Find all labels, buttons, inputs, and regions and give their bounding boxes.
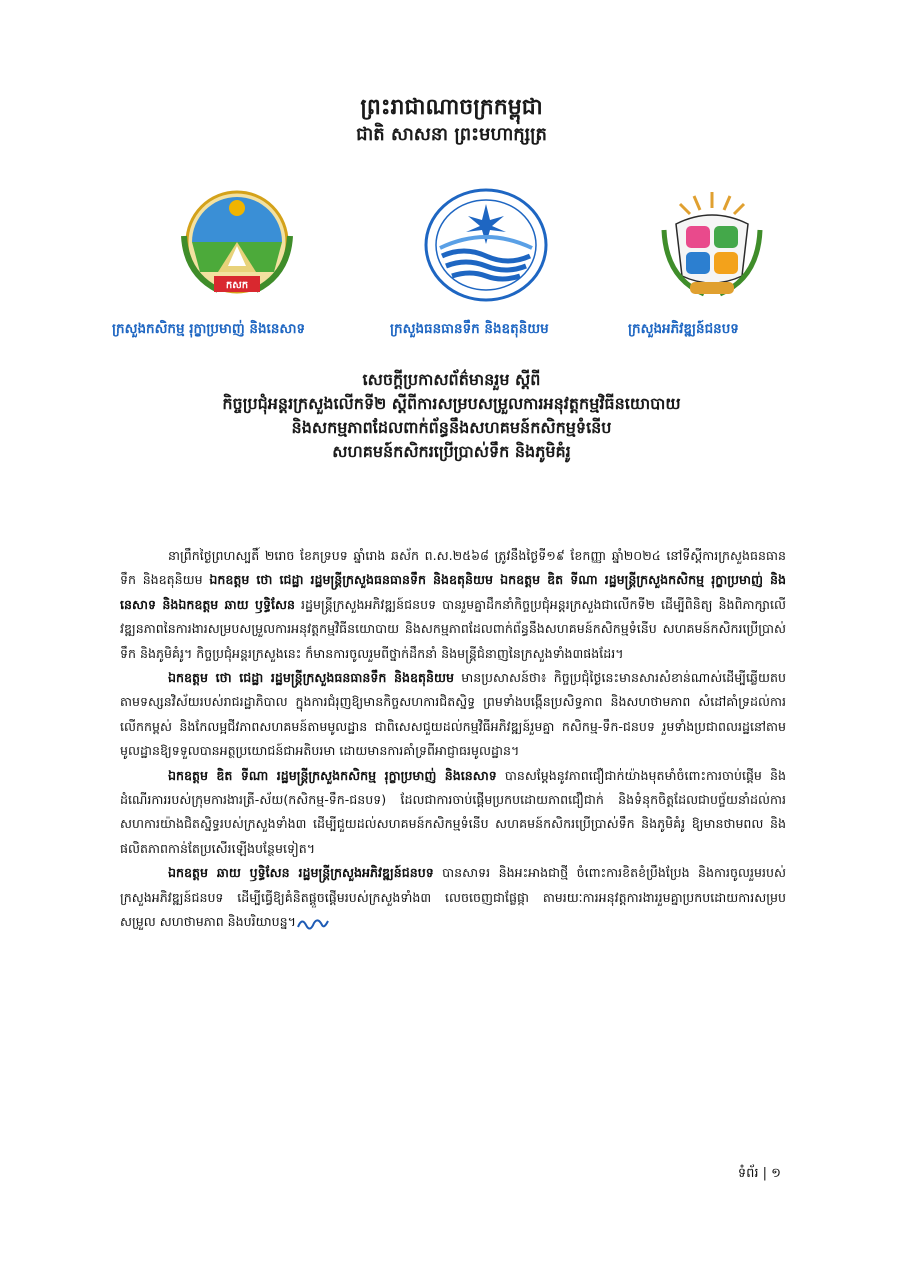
title-line-4: សហគមន៍កសិករប្រើប្រាស់ទឹក និងភូមិគំរូ <box>332 442 571 461</box>
logo-row <box>0 186 903 306</box>
p1-intro: នាព្រឹកថ្ងៃព្រហស្បតិ៍ ២រោច ខែភទ្របទ ឆ្នាំរោង ឆស័ក ព.ស.២៥៦៨ ត្រូវនឹងថ្ងៃទី១៩ ខែកញ្ញា ឆ្នាំ២០២៤ នៅទីស្តីការក្រសួងធនធានទឹក និងឧតុនិយម <box>120 548 786 588</box>
p1-body: រដ្ឋមន្រ្តីក្រសួងអភិវឌ្ឍន៍ជនបទ បានរួមគ្នាដឹកនាំកិច្ចប្រជុំអន្តរក្រសួងជាលើកទី២ ដើម្បីពិនិត្យ និងពិភាក្សាលើវឌ្ឍនភាពនៃការងារសម្របសម្រួលការអនុវត្តកម្មវិធីនយោបាយ និងសកម្មភាពដែលពាក់ព័ន្ធនឹងសហគមន៍កសិកម្មទំនើប សហគមន៍កសិករប្រើប្រាស់ទឹក និងភូមិគំរូ។ កិច្ចប្រជុំអន្តរក្រសួងនេះ ក៏មានការចូលរួមពីថ្នាក់ដឹកនាំ និងមន្ត្រីជំនាញនៃក្រសួងទាំង៣ផងដែរ។ <box>120 596 786 661</box>
title-line-1: សេចក្តីប្រកាសព័ត៌មានរួម ស្តីពី <box>362 370 541 389</box>
p4-body: បានសាទរ និងអះអាងជាថ្មី ចំពោះការខិតខំប្រឹងប្រែង និងការចូលរួមរបស់ក្រសួងអភិវឌ្ឍន៍ជនបទ ដើម្បីធ្វើឱ្យគំនិតផ្តួចផ្តើមរបស់ក្រសួងទាំង៣ លេចចេញជាផ្លែផ្កា តាមរយៈការអនុវត្តការងាររួមគ្នាប្រកបដោយការសម្របសម្រួល សហថាមភាព និងបរិយាបន្ន។ <box>120 865 786 930</box>
press-release-body <box>120 544 786 935</box>
ministry-names <box>0 318 903 342</box>
kingdom-title: ព្រះរាជាណាចក្រកម្ពុជា <box>360 94 543 120</box>
ministry-water-resources-name: ក្រសួងធនធានទឹក និងឧតុនិយម <box>390 321 549 337</box>
title-line-2: កិច្ចប្រជុំអន្តរក្រសួងលើកទី២ ស្តីពីការសម្របសម្រួលការអនុវត្តកម្មវិធីនយោបាយ <box>222 394 681 413</box>
p4-speaker: ឯកឧត្តម ឆាយ ឫទ្ធិសែន រដ្ឋមន្រ្តីក្រសួងអភិវឌ្ឍន៍ជនបទ <box>168 865 434 881</box>
ministry-water-resources-seal-icon <box>420 186 552 304</box>
ministry-rural-development-name: ក្រសួងអភិវឌ្ឍន៍ជនបទ <box>628 321 739 337</box>
paragraph-1 <box>120 544 786 666</box>
p3-speaker: ឯកឧត្តម ឌិត ទីណា រដ្ឋមន្រ្តីក្រសួងកសិកម្ម រុក្ខាប្រមាញ់ និងនេសាទ <box>168 767 497 783</box>
ministry-agriculture-seal-icon <box>178 186 296 304</box>
page-number: ទំព័រ | ១ <box>737 1166 781 1181</box>
paragraph-4 <box>120 861 786 934</box>
p3-body: បានសម្តែងនូវភាពជឿជាក់យ៉ាងមុតមាំចំពោះការចាប់ផ្តើម និងដំណើរការរបស់ក្រុមការងារត្រី-ស័យ(កសិកម្ម-ទឹក-ជនបទ) ដែលជាការចាប់ផ្តើមប្រកបដោយភាពជឿជាក់ និងទំនុកចិត្តដែលជាបច្ច័យនាំដល់ការសហការយ៉ាងជិតស្និទ្ធរបស់ក្រសួងទាំង៣ ដើម្បីជួយដល់សហគមន៍កសិកម្មទំនើប សហគមន៍កសិករប្រើប្រាស់ទឹក និងភូមិគំរូ ឱ្យមានថាមពល និងផលិតភាពកាន់តែប្រសើរឡើងបន្ថែមទៀត។ <box>120 767 786 856</box>
p1-officials-a: ឯកឧត្តម ថោ ជេដ្ឋា រដ្ឋមន្រ្តីក្រសួងធនធានទឹក និងឧតុនិយម ឯកឧត្តម ឌិត ទីណា <box>209 572 598 588</box>
logo-left-label: កសក <box>225 280 249 291</box>
initials-signature-icon <box>296 915 330 931</box>
kingdom-header <box>0 92 903 148</box>
p1-officials-b: រដ្ឋមន្រ្តីក្រសួងកសិកម្ម រុក្ខាប្រមាញ់ និងនេសាទ និងឯកឧត្តម ឆាយ ឫទ្ធិសែន <box>120 572 787 612</box>
national-motto: ជាតិ សាសនា ព្រះមហាក្សត្រ <box>356 124 547 145</box>
press-release-title <box>60 368 843 464</box>
title-line-3: និងសកម្មភាពដែលពាក់ព័ន្ធនឹងសហគមន៍កសិកម្មទំនើប <box>291 418 612 437</box>
p2-speaker: ឯកឧត្តម ថោ ជេដ្ឋា រដ្ឋមន្រ្តីក្រសួងធនធានទឹក និងឧតុនិយម <box>168 670 454 686</box>
p2-body: មានប្រសាសន៍ថា៖ កិច្ចប្រជុំថ្ងៃនេះមានសារសំខាន់ណាស់ដើម្បីឆ្លើយតបតាមទស្សនវិស័យរបស់រាជរដ្ឋាភិបាល ក្នុងការជំរុញឱ្យមានកិច្ចសហការជិតស្និទ្ធ ព្រមទាំងបង្កើនប្រសិទ្ធភាព និងសហថាមភាព សំដៅគាំទ្រដល់ការលើកកម្ពស់ និងកែលម្អជីវភាពសហគមន៍តាមមូលដ្ឋាន ជាពិសេសជួយដល់កម្មវិធីអភិវឌ្ឍន៍រួមគ្នា កសិកម្ម-ទឹក-ជនបទ រួមទាំងប្រជាពលរដ្ឋនៅតាមមូលដ្ឋានឱ្យទទួលបានអត្ថប្រយោជន៍ជាអតិបរមា ដោយមានការគាំទ្រពីអាជ្ញាធរមូលដ្ឋាន។ <box>120 670 786 759</box>
ministry-rural-development-seal-icon <box>652 186 772 304</box>
paragraph-2 <box>120 666 786 764</box>
ministry-agriculture-name: ក្រសួងកសិកម្ម រុក្ខាប្រមាញ់ និងនេសាទ <box>112 321 306 337</box>
paragraph-3 <box>120 764 786 862</box>
